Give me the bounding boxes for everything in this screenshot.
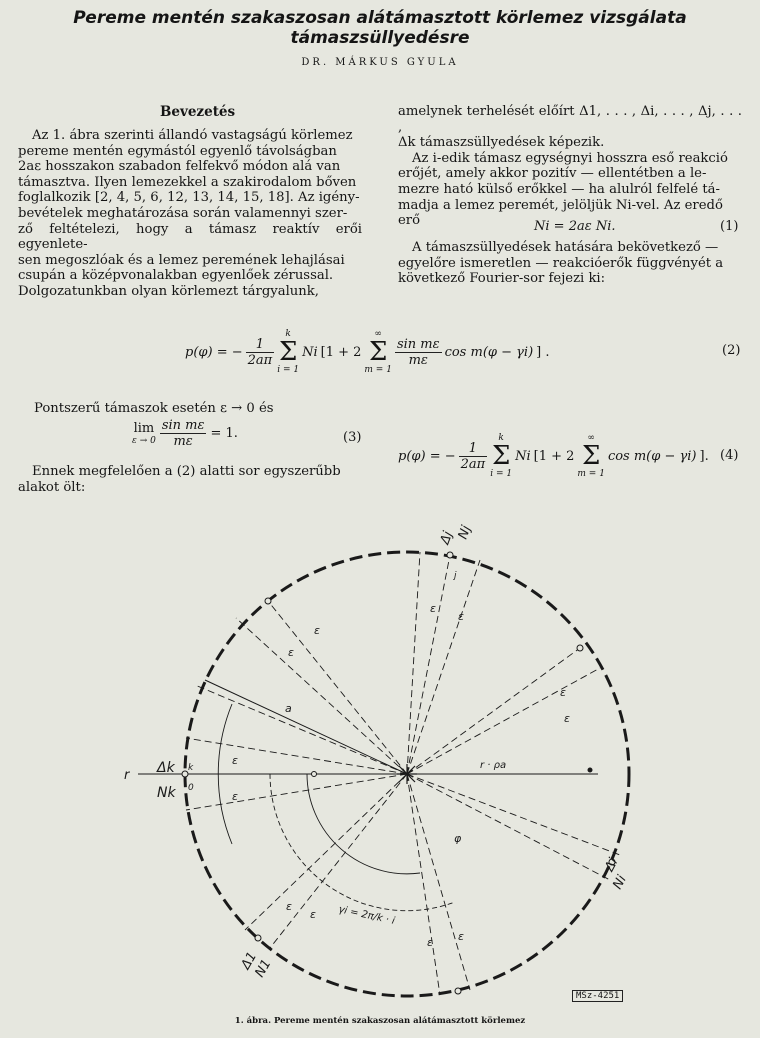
- eq4: [398, 433, 709, 479]
- section-heading: Bevezetés: [160, 104, 236, 120]
- label-n-1: N1: [252, 956, 275, 980]
- eq2-bracket: [1 + 2: [320, 344, 362, 360]
- label-eps: ε: [314, 624, 320, 637]
- label-gamma: γi = 2π/k · i: [337, 904, 396, 927]
- eq4-bracket: [1 + 2: [533, 448, 575, 464]
- label-k-small: k: [188, 763, 194, 773]
- after-line: Ennek megfelelően a (2) alatti sor egyszerűbb: [32, 464, 341, 479]
- right-line: Az i-edik támasz egységnyi hosszra eső reakció: [412, 150, 728, 166]
- intro-line: 2aε hosszakon szabadon felfekvő módon alá van: [18, 159, 341, 175]
- eq4-Ni: Ni: [515, 448, 531, 464]
- right-line: következő Fourier-sor fejezi ki:: [398, 271, 606, 287]
- label-n-i: Ni: [610, 873, 630, 892]
- label-eps: ε: [288, 646, 294, 659]
- eq3-frac: $\frac{\text{sin mε}}{m\varepsilon}$: [161, 418, 205, 449]
- support-1: [255, 935, 261, 941]
- eq4-close: ].: [699, 448, 709, 464]
- right-line: madja a lemez peremét, jelöljük Ni-vel. Az eredő: [398, 197, 723, 213]
- eq4-sum-m: ∞ Σ m = 1: [577, 433, 605, 479]
- axis-dot: [312, 772, 317, 777]
- eq2-number: (2): [722, 343, 741, 358]
- figure-stamp: MSz-4251: [572, 990, 623, 1002]
- title-line-1: Pereme mentén szakaszosan alátámasztott körlemez vizsgálata: [73, 8, 687, 28]
- eq2-sum-m: ∞ Σ m = 1: [364, 329, 392, 375]
- label-eps: ε: [427, 936, 433, 949]
- point-support-text: Pontszerű támaszok esetén ε → 0 és: [34, 401, 274, 416]
- eq2-frac: $\frac{1}{2a\pi}$: [247, 336, 273, 368]
- label-r-left: r: [124, 768, 130, 783]
- label-eps: ε: [458, 610, 464, 623]
- eq3-lim: lim ε → 0: [132, 421, 156, 446]
- intro-line: támasztva. Ilyen lemezekkel a szakirodalom bőven: [18, 174, 357, 190]
- label-eps: ε: [232, 754, 238, 767]
- eq4-lhs: p(φ) = −: [398, 448, 456, 464]
- right-paragraph-2: [398, 240, 742, 287]
- support-j: [447, 552, 453, 558]
- eq3-rhs: = 1.: [210, 426, 238, 441]
- intro-line: csupán a középvonalakban egyenlőek zérussal.: [18, 268, 334, 284]
- label-n-j: Nj: [455, 523, 475, 542]
- label-eps: ε: [310, 908, 316, 921]
- intro-line: pereme mentén egymástól egyenlő távolságban: [18, 143, 337, 159]
- label-delta-i: Δi: [602, 855, 622, 874]
- label-r-rho: r · ρa: [480, 760, 507, 771]
- title-line-2: támaszsüllyedésre: [290, 28, 470, 48]
- after-line: alakot ölt:: [18, 479, 86, 495]
- plate-figure: [0, 500, 760, 1010]
- label-delta-1: Δ1: [238, 949, 261, 972]
- after-paragraph: [18, 464, 362, 495]
- label-j-small: j: [454, 571, 457, 581]
- right-line: erő: [398, 213, 421, 229]
- intro-line: sen megoszlóak és a lemez peremének lehajlásai: [18, 252, 345, 268]
- label-n-k: Nk: [157, 785, 176, 801]
- eq1-number: (1): [720, 219, 739, 234]
- label-phi: φ: [454, 832, 462, 845]
- intro-paragraph: [18, 128, 362, 300]
- eq4-number: (4): [720, 448, 739, 463]
- support-point: [577, 645, 583, 651]
- eq3-number: (3): [343, 430, 362, 445]
- label-zero: 0: [188, 783, 194, 793]
- intro-line: foglalkozik [2, 4, 5, 6, 12, 13, 14, 15, 18]. Az igény-: [18, 190, 360, 206]
- right-line: egyelőre ismeretlen — reakcióerők függvényét a: [398, 255, 724, 271]
- intro-line: bevételek meghatározása során valamennyi szer-: [18, 205, 348, 221]
- label-eps: ε: [286, 900, 292, 913]
- right-line: mezre ható külső erőkkel — ha alulról felfelé tá-: [398, 181, 720, 197]
- label-eps: ε: [430, 602, 436, 615]
- eq2-sum-k: k Σ i = 1: [277, 329, 300, 375]
- label-delta-j: Δj: [437, 529, 457, 547]
- intro-line: Az 1. ábra szerinti állandó vastagságú körlemez: [32, 128, 353, 143]
- eq2-cos: cos m(φ − γi): [444, 344, 534, 360]
- label-delta-k: Δk: [157, 760, 175, 776]
- eq2-lhs: p(φ) = −: [185, 344, 243, 360]
- support-point: [265, 598, 271, 604]
- right-line: amelynek terhelését előírt Δ1, . . . , Δi, . . . , Δj, . . . ,: [398, 104, 742, 135]
- support-point: [455, 988, 461, 994]
- right-paragraph: [398, 104, 742, 229]
- eq2-close: ] .: [536, 344, 550, 360]
- eq3: [132, 418, 238, 449]
- eq2-sin-frac: $\frac{\text{sin mε}}{m\varepsilon}$: [396, 336, 440, 368]
- right-line: Δk támaszsüllyedések képezik.: [398, 135, 605, 151]
- author: DR. MÁRKUS GYULA: [301, 57, 459, 68]
- figure-caption: 1. ábra. Pereme mentén szakaszosan alátámasztott körlemez: [234, 1016, 526, 1026]
- label-eps: ε: [564, 712, 570, 725]
- angle-arc: [307, 774, 420, 874]
- label-eps: ε: [458, 930, 464, 943]
- label-eps: ε: [560, 686, 566, 699]
- eq4-cos: cos m(φ − γi): [607, 448, 697, 464]
- axis-dot: [588, 768, 592, 772]
- right-line: erőjét, amely akkor pozitív — ellentétben a le-: [398, 166, 707, 182]
- intro-line: ző feltételezi, hogy a támasz reaktív erői egyenlete-: [18, 221, 362, 253]
- eq2: [185, 327, 550, 377]
- eq1: Ni = 2aε Ni.: [534, 219, 616, 234]
- label-a: a: [285, 702, 292, 715]
- intro-line: Dolgozatunkban olyan körlemezt tárgyalunk,: [18, 283, 319, 299]
- label-eps: ε: [232, 790, 238, 803]
- center-mark: [397, 764, 417, 784]
- eq4-frac: $\frac{1}{2a\pi}$: [460, 440, 486, 472]
- eq2-Ni: Ni: [302, 344, 318, 360]
- eq4-sum-k: k Σ i = 1: [490, 433, 513, 479]
- right-line: A támaszsüllyedések hatására bekövetkező —: [412, 240, 719, 255]
